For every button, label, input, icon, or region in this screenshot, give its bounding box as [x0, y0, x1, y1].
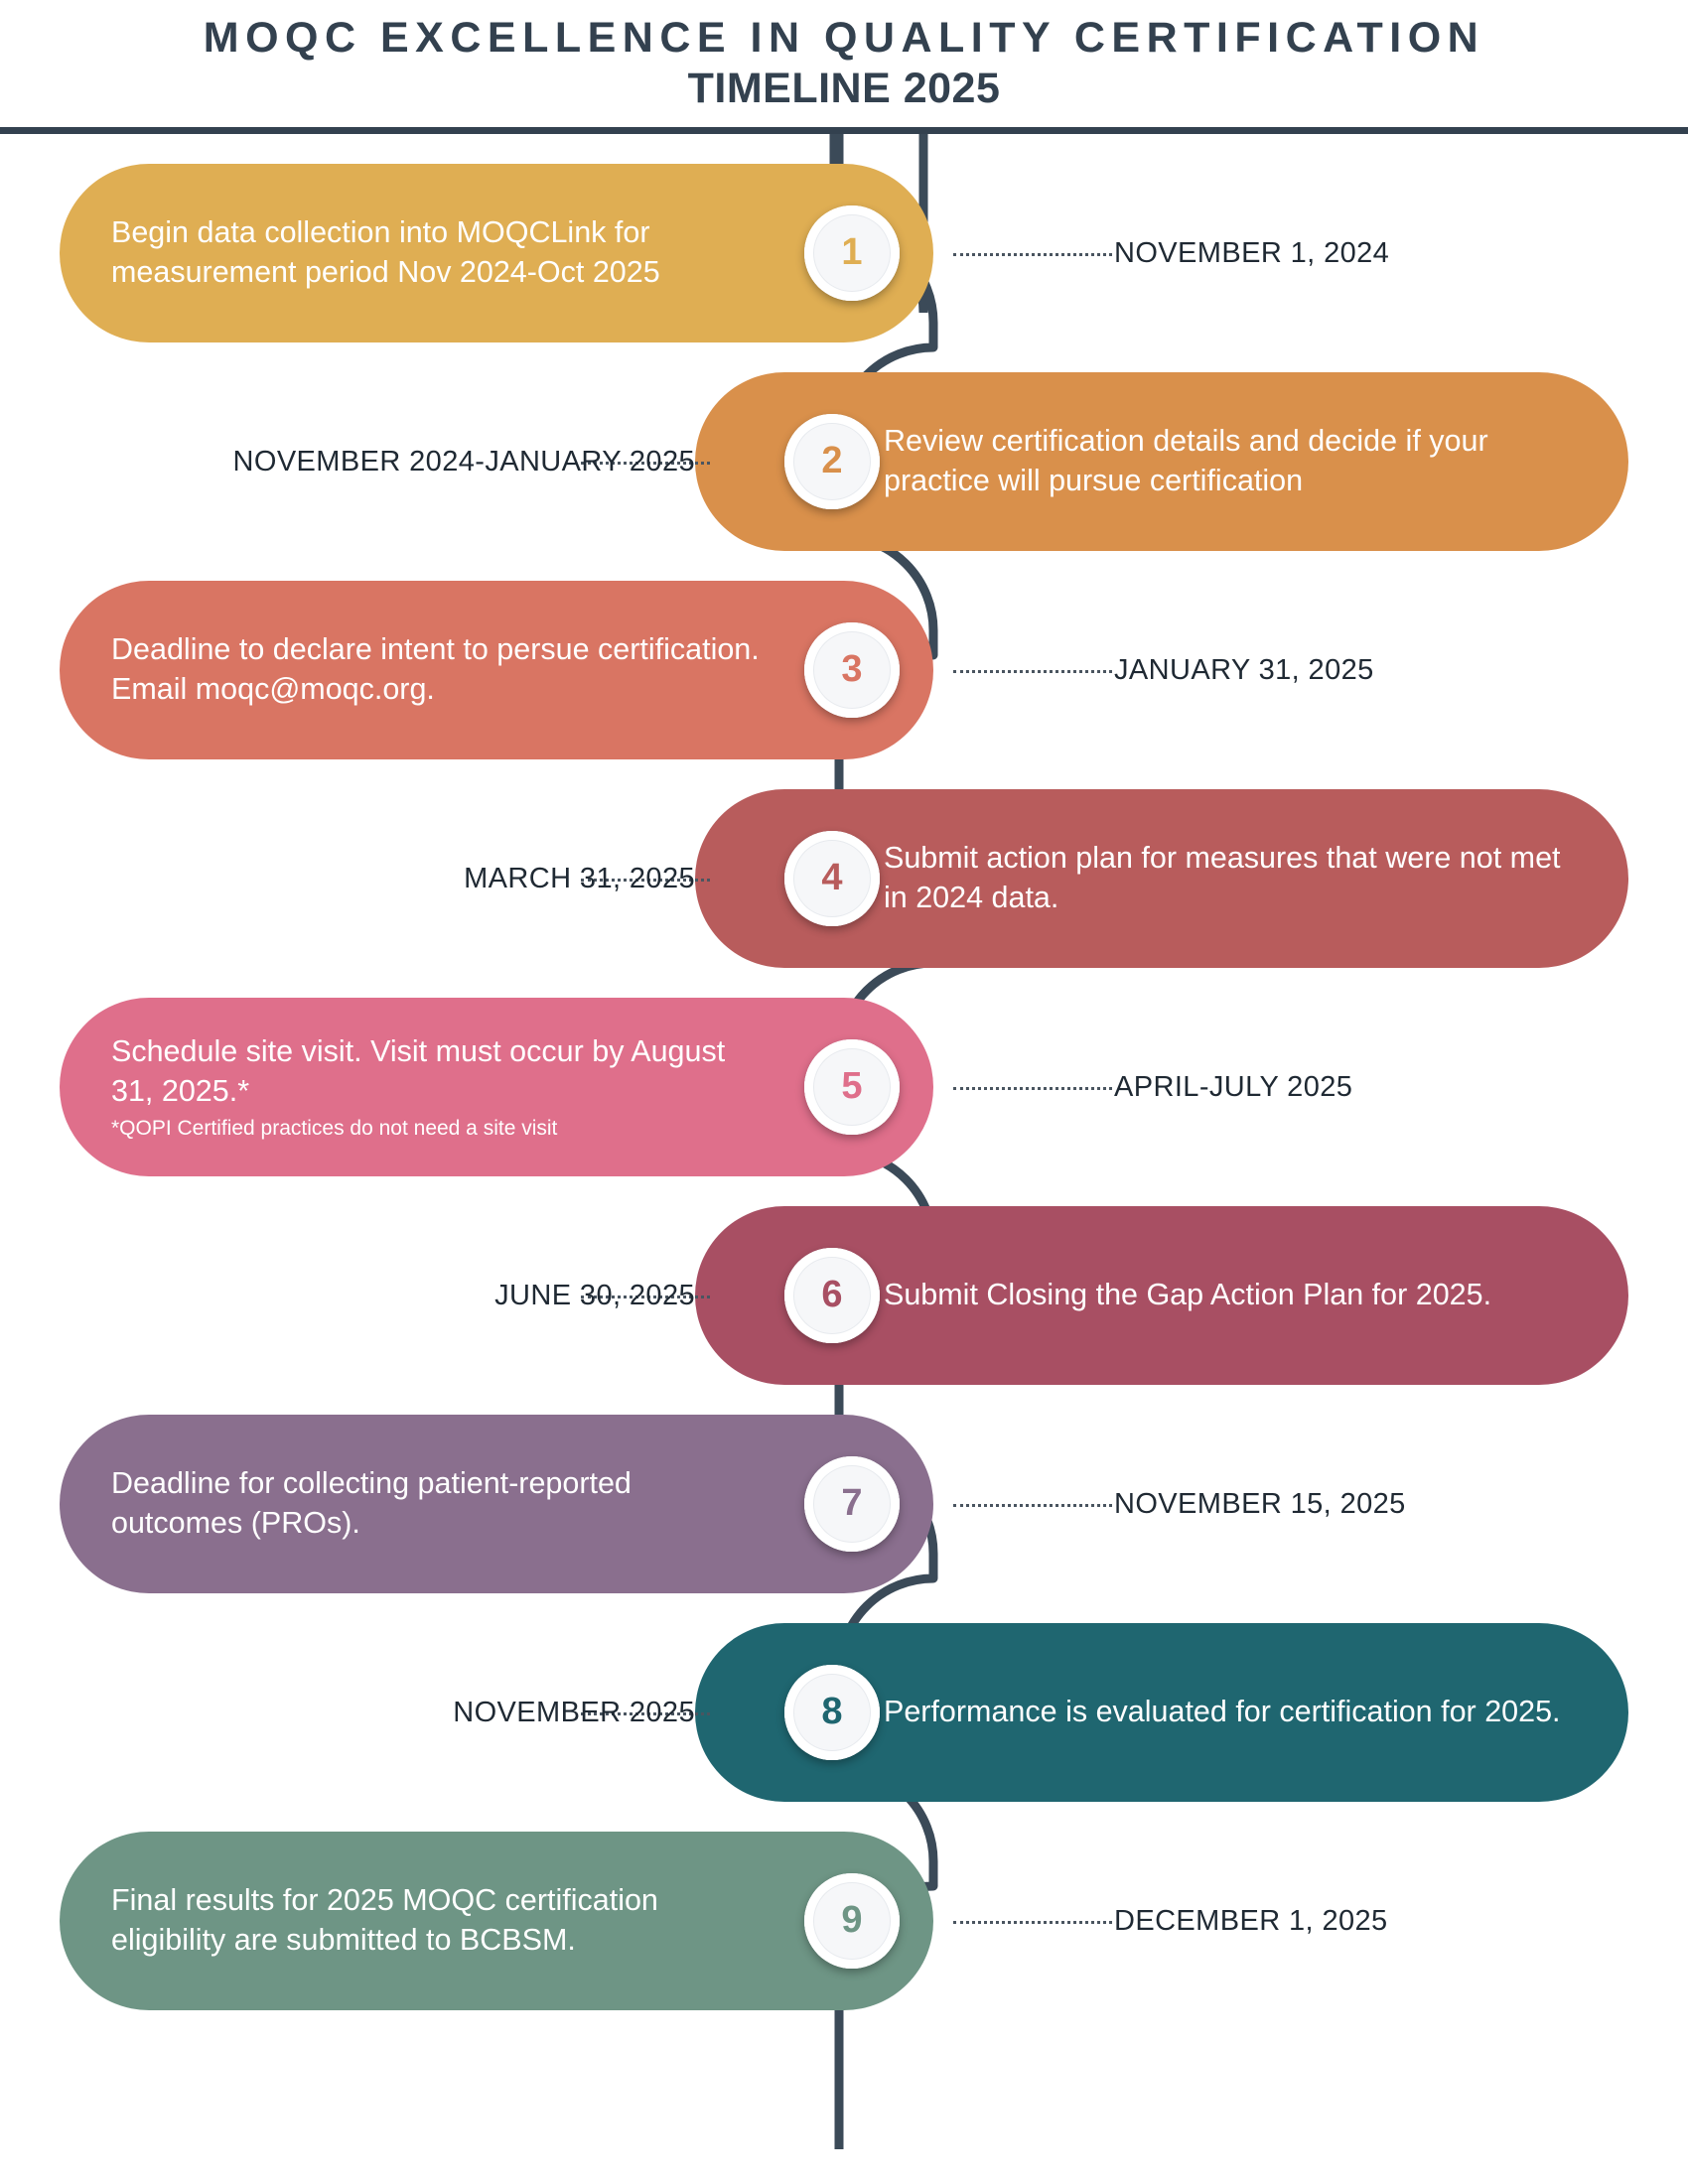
step-date: JUNE 30, 2025 [494, 1279, 695, 1311]
step-pill[interactable] [60, 998, 933, 1176]
step-number: 2 [821, 440, 843, 482]
step-pill[interactable] [60, 1832, 933, 2010]
timeline-row [0, 789, 1688, 978]
step-date: NOVEMBER 2025 [453, 1696, 695, 1728]
leader-line [953, 1087, 1112, 1092]
leader-line [953, 670, 1112, 675]
step-text: Begin data collection into MOQCLink for measurement period Nov 2024-Oct 2025 [111, 214, 660, 289]
page-header [0, 0, 1688, 134]
timeline-container [0, 134, 1688, 2149]
step-number-badge [804, 205, 900, 301]
header-divider [0, 127, 1688, 134]
step-number-badge [804, 1873, 900, 1969]
step-number-badge [804, 622, 900, 718]
step-text [111, 1032, 765, 1142]
timeline-row [0, 372, 1688, 561]
step-text-main: Schedule site visit. Visit must occur by August 31, 2025.* [111, 1033, 726, 1108]
step-number: 4 [821, 857, 843, 899]
step-number: 9 [841, 1899, 863, 1942]
timeline-row [0, 1623, 1688, 1812]
step-date: MARCH 31, 2025 [464, 862, 695, 894]
step-number-badge [804, 1456, 900, 1552]
step-date: NOVEMBER 2024-JANUARY 2025 [232, 445, 695, 478]
page-title-line2: TIMELINE 2025 [687, 65, 1001, 113]
step-date: APRIL-JULY 2025 [1114, 1070, 1353, 1103]
step-number: 8 [821, 1691, 843, 1733]
step-number: 1 [841, 231, 863, 274]
page-title-line1: MOQC EXCELLENCE IN QUALITY CERTIFICATION [203, 14, 1485, 62]
leader-line [953, 253, 1112, 258]
step-text: Final results for 2025 MOQC certification eligibility are submitted to BCBSM. [111, 1882, 658, 1957]
step-number-badge [784, 831, 880, 926]
step-number: 6 [821, 1274, 843, 1316]
step-text: Deadline to declare intent to persue certification. Email moqc@moqc.org. [111, 631, 760, 706]
leader-line [953, 1504, 1112, 1509]
timeline-row [0, 1832, 1688, 2020]
timeline-row [0, 1206, 1688, 1395]
step-number: 5 [841, 1065, 863, 1108]
step-number-badge [784, 414, 880, 509]
leader-line [953, 1921, 1112, 1926]
step-pill[interactable] [60, 164, 933, 342]
step-date: NOVEMBER 15, 2025 [1114, 1487, 1406, 1520]
timeline-row [0, 164, 1688, 352]
step-text: Deadline for collecting patient-reported outcomes (PROs). [111, 1465, 632, 1540]
step-text: Submit action plan for measures that were not met in 2024 data. [884, 840, 1561, 914]
step-date: NOVEMBER 1, 2024 [1114, 236, 1390, 269]
step-date: JANUARY 31, 2025 [1114, 653, 1374, 686]
step-number-badge [784, 1665, 880, 1760]
timeline-row [0, 1415, 1688, 1603]
step-number: 7 [841, 1482, 863, 1525]
step-text: Submit Closing the Gap Action Plan for 2025. [884, 1277, 1492, 1311]
timeline-row [0, 998, 1688, 1186]
step-footnote: *QOPI Certified practices do not need a site visit [111, 1116, 558, 1140]
step-text: Performance is evaluated for certification for 2025. [884, 1694, 1561, 1728]
step-date: DECEMBER 1, 2025 [1114, 1904, 1388, 1937]
step-number: 3 [841, 648, 863, 691]
step-pill[interactable] [60, 1415, 933, 1593]
step-number-badge [804, 1039, 900, 1135]
step-text: Review certification details and decide if your practice will pursue certification [884, 423, 1488, 497]
timeline-row [0, 581, 1688, 769]
step-number-badge [784, 1248, 880, 1343]
step-pill[interactable] [60, 581, 933, 759]
